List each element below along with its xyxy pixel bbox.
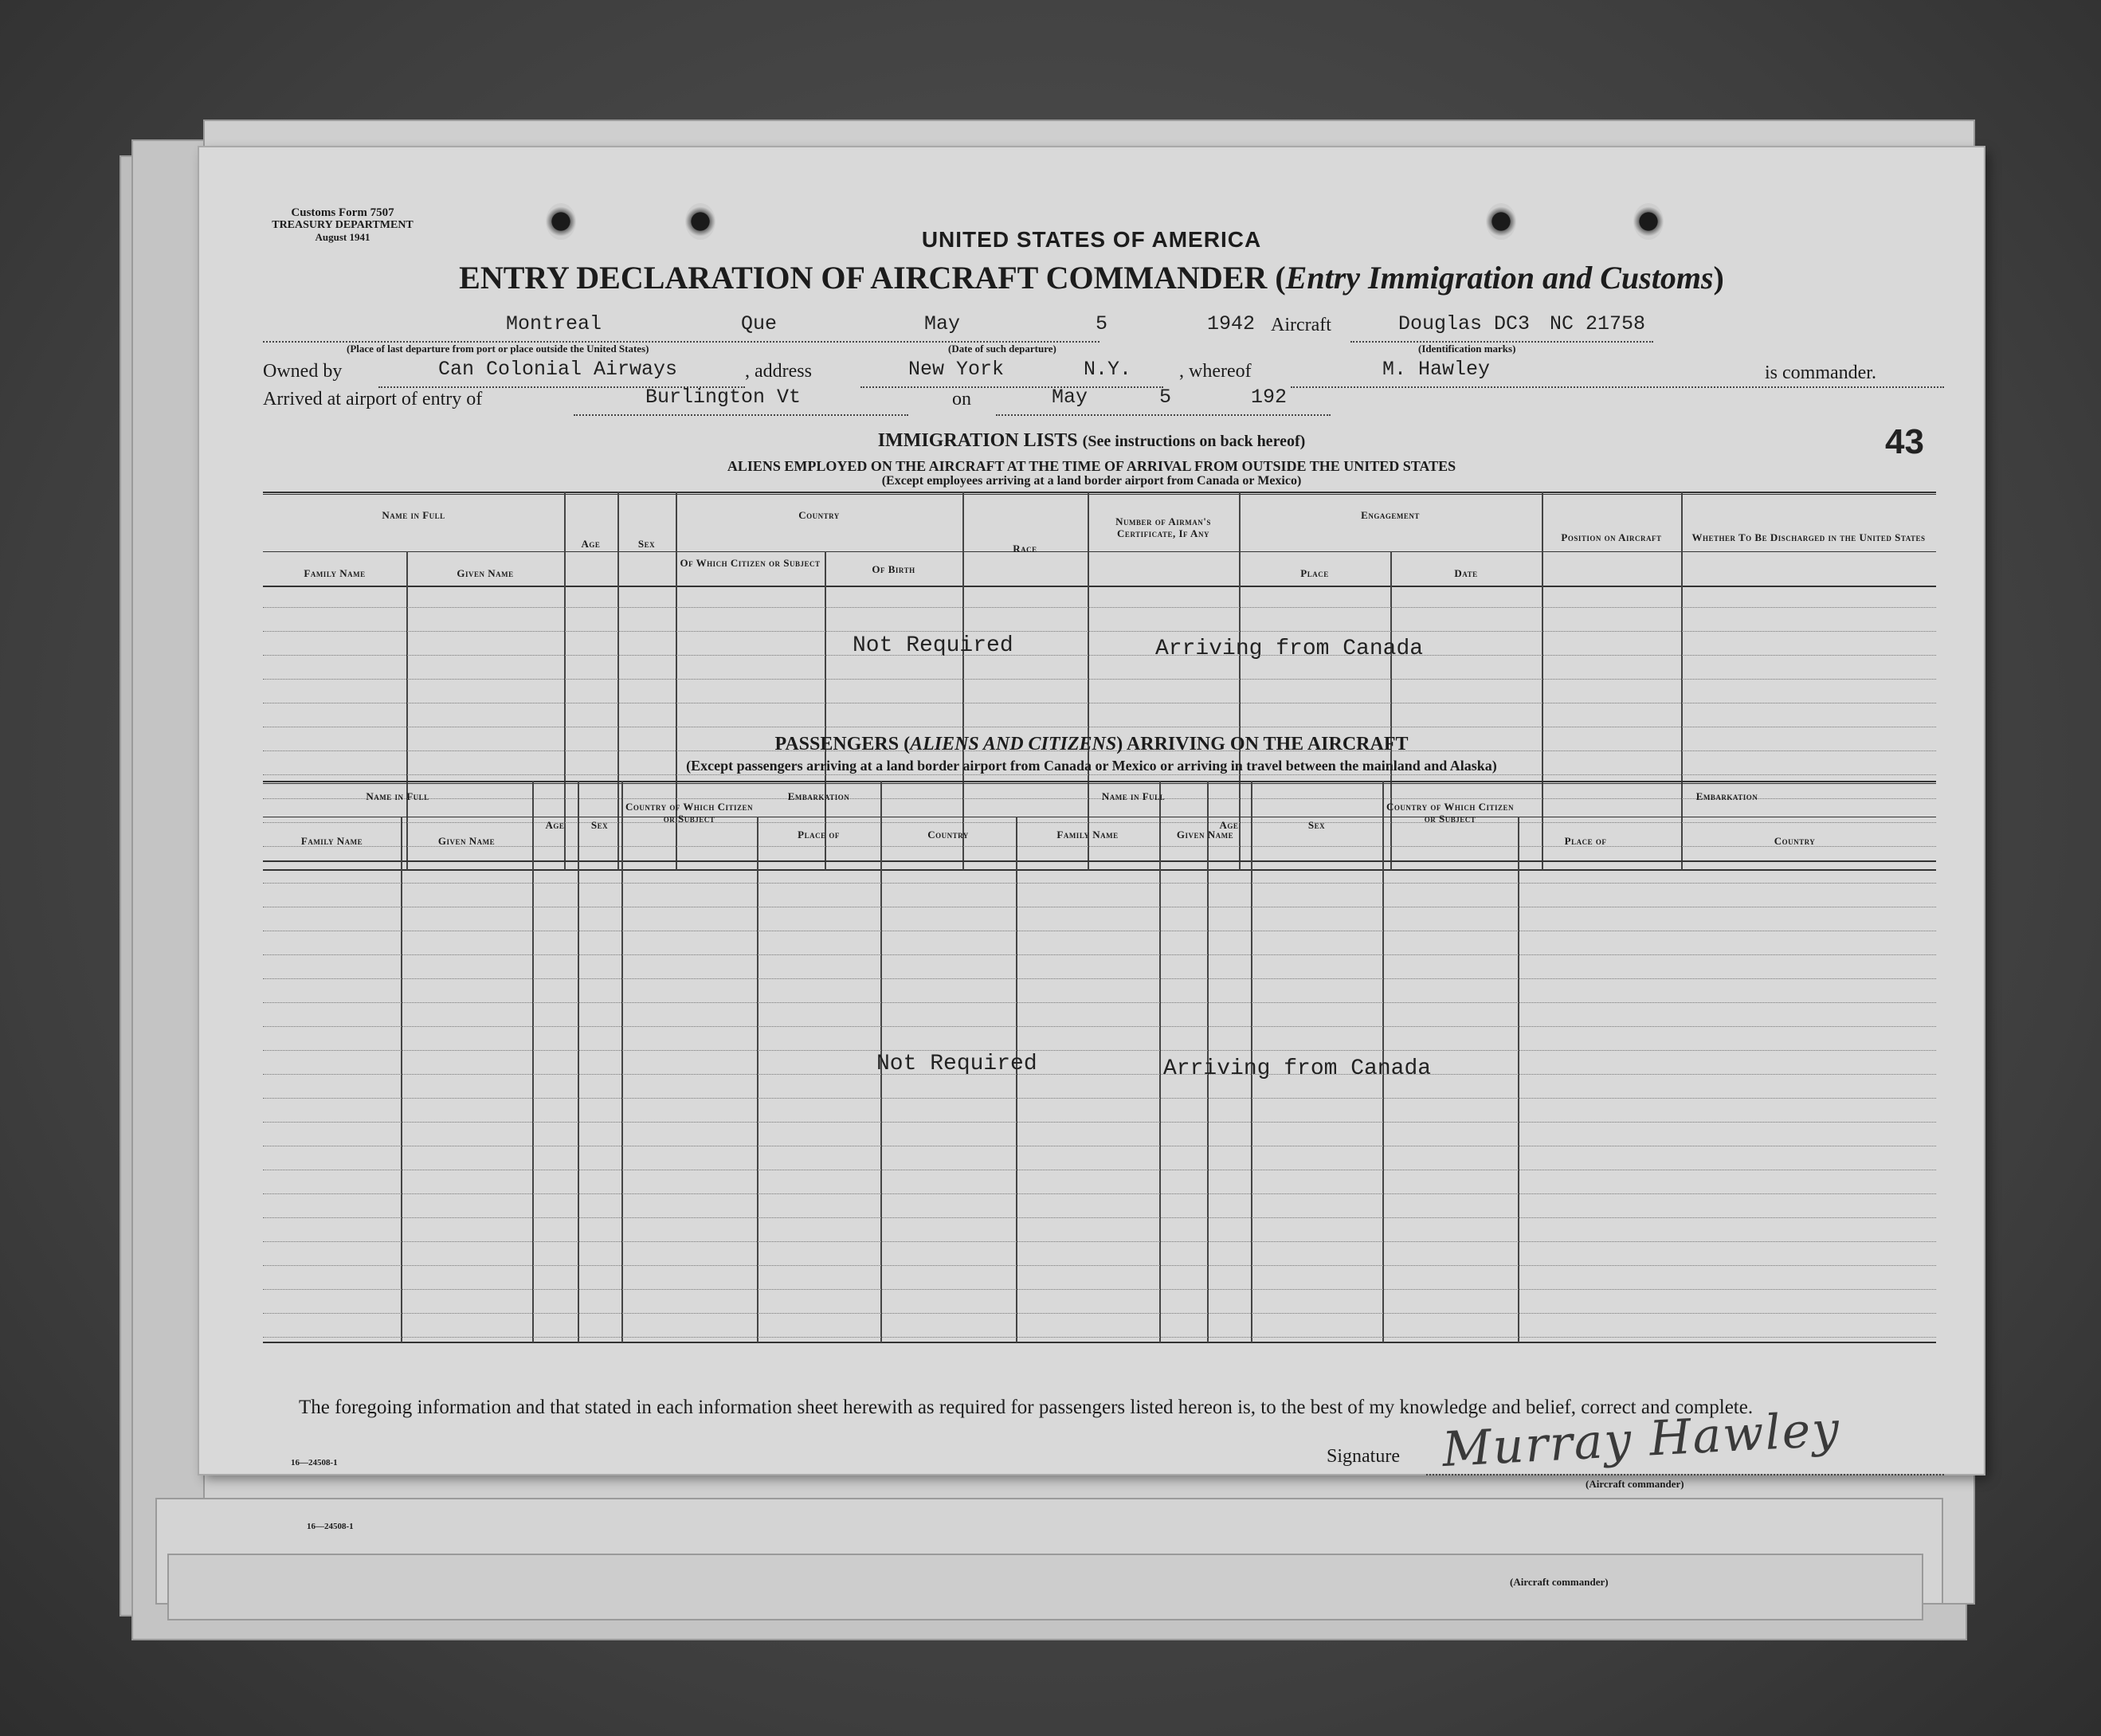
aircraft-type: Douglas DC3 [1398, 312, 1531, 335]
owner-state: N.Y. [1084, 358, 1132, 381]
p-col-country: Country [927, 829, 969, 841]
departure-month: May [924, 312, 961, 335]
underlying-sheet [167, 1554, 1923, 1620]
form-edition: August 1941 [315, 231, 370, 243]
department: TREASURY DEPARTMENT [272, 219, 414, 231]
passengers-subnote: (Except passengers arriving at a land border airport from Canada or Mexico or arriving in travel between the mainland and Alaska) [686, 758, 1497, 774]
departure-date-caption: (Date of such departure) [948, 343, 1056, 355]
col-given-name: Given Name [457, 567, 514, 579]
lower-caption: (Aircraft commander) [1510, 1576, 1609, 1588]
col-position: Position on Aircraft [1561, 531, 1662, 543]
aircraft-label: Aircraft [1271, 315, 1331, 335]
table-rule [263, 1002, 1936, 1003]
commander-signature: Murray Hawley [1441, 1401, 1842, 1479]
lower-print-code: 16—24508-1 [307, 1522, 354, 1531]
p2-col-name-in-full: Name in Full [1101, 790, 1166, 802]
departure-year: 1942 [1207, 312, 1256, 335]
immigration-title-note: (See instructions on back hereof) [1082, 433, 1306, 450]
col-name-in-full: Name in Full [382, 509, 445, 521]
arrival-airport: Burlington Vt [645, 386, 802, 409]
passengers-title-pre: PASSENGERS ( [774, 734, 911, 754]
whereof-label: , whereof [1179, 361, 1252, 382]
table-rule [263, 1265, 1936, 1266]
table-rule [263, 655, 1936, 656]
aircraft-caption: (Identification marks) [1418, 343, 1516, 355]
arrival-day: 5 [1159, 386, 1172, 409]
col-place: Place [1300, 567, 1329, 579]
p-col-sex: Sex [590, 819, 609, 831]
col-engagement: Engagement [1361, 509, 1420, 521]
table-rule [263, 1313, 1936, 1314]
owner-city: New York [908, 358, 1005, 381]
table-rule [263, 1337, 1936, 1338]
owner-name: Can Colonial Airways [438, 358, 678, 381]
immigration-subnote: (Except employees arriving at a land border airport from Canada or Mexico) [881, 474, 1302, 488]
p2-col-age: Age [1219, 819, 1239, 831]
is-commander-label: is commander. [1765, 362, 1876, 383]
table-rule [263, 1122, 1936, 1123]
p-col-place-of: Place of [798, 829, 840, 841]
passengers-title-italic: ALIENS AND CITIZENS [910, 734, 1117, 754]
departure-province: Que [741, 312, 778, 335]
p-col-family-name: Family Name [300, 835, 363, 847]
p-col-age: Age [545, 819, 565, 831]
table-rule [263, 1193, 1936, 1194]
immigration-subtitle: ALIENS EMPLOYED ON THE AIRCRAFT AT THE TIME OF ARRIVAL FROM OUTSIDE THE UNITED STATES [727, 458, 1456, 474]
page-number: 43 [1885, 422, 1924, 461]
table-rule [263, 1026, 1936, 1027]
print-code: 16—24508-1 [291, 1458, 338, 1468]
signature-label: Signature [1327, 1446, 1400, 1467]
passengers-not-required-stamp: Not Required [876, 1052, 1037, 1076]
arrival-month: May [1052, 386, 1088, 409]
p2-col-country-citizen: Country of Which Citizen or Subject [1386, 801, 1514, 825]
aircraft-registration: NC 21758 [1550, 312, 1646, 335]
p2-col-country: Country [1774, 835, 1816, 847]
page-title [199, 259, 1984, 296]
table-rule [263, 607, 1936, 608]
p-col-given-name: Given Name [437, 835, 496, 847]
p2-col-embarkation: Embarkation [1695, 790, 1758, 802]
departure-day: 5 [1096, 312, 1108, 335]
table-rule [263, 679, 1936, 680]
col-race: Race [1013, 543, 1037, 555]
col-age: Age [581, 538, 601, 550]
commander-name: M. Hawley [1382, 358, 1491, 381]
table-rule [263, 1217, 1936, 1218]
departure-place-caption: (Place of last departure from port or place outside the United States) [347, 343, 649, 355]
passengers-title-post: ) ARRIVING ON THE AIRCRAFT [1116, 734, 1409, 754]
declaration-text: The foregoing information and that stated in each information sheet herewith as required for passengers listed hereon is, to the best of my knowledge and belief, correct and complete. [299, 1397, 1754, 1418]
table-rule [263, 631, 1936, 632]
form-number: Customs Form 7507 [291, 206, 394, 219]
p2-col-family-name: Family Name [1056, 829, 1119, 841]
departure-place: Montreal [506, 312, 602, 335]
title-plain: ENTRY DECLARATION OF AIRCRAFT COMMANDER ( [459, 260, 1286, 296]
col-country: Country [798, 509, 840, 521]
title-close: ) [1713, 260, 1724, 296]
country-title: UNITED STATES OF AMERICA [921, 227, 1262, 252]
arrival-on-label: on [952, 389, 971, 410]
p2-col-sex: Sex [1307, 819, 1326, 831]
table-rule [263, 1289, 1936, 1290]
p2-col-given-name: Given Name [1176, 829, 1234, 841]
passengers-title [199, 734, 1984, 755]
table-rule [263, 1241, 1936, 1242]
p2-col-place-of: Place of [1564, 835, 1607, 847]
p-col-country-citizen: Country of Which Citizen or Subject [625, 801, 753, 825]
col-sex: Sex [637, 538, 656, 550]
signature-caption: (Aircraft commander) [1586, 1478, 1684, 1490]
departure-line [263, 319, 1099, 343]
entry-declaration-form [199, 147, 1984, 1490]
table-rule [263, 883, 1936, 884]
table-rule [263, 1074, 1936, 1075]
table-rule [263, 1098, 1936, 1099]
p-col-embarkation: Embarkation [787, 790, 850, 802]
arrival-label: Arrived at airport of entry of [263, 389, 483, 410]
immigration-title-text: IMMIGRATION LISTS [877, 430, 1078, 451]
table-rule [263, 774, 1936, 775]
col-citizen-of: Of Which Citizen or Subject [680, 557, 821, 569]
col-of-birth: Of Birth [872, 563, 915, 575]
col-family-name: Family Name [304, 567, 366, 579]
aliens-not-required-stamp: Not Required [853, 633, 1013, 658]
passengers-arriving-canada-stamp: Arriving from Canada [1163, 1056, 1432, 1081]
title-italic: Entry Immigration and Customs [1285, 260, 1714, 296]
p-col-name-in-full: Name in Full [366, 790, 429, 802]
col-date: Date [1454, 567, 1478, 579]
aliens-arriving-canada-stamp: Arriving from Canada [1155, 637, 1424, 661]
col-certificate: Number of Airman's Certificate, If Any [1115, 515, 1211, 539]
col-discharged: Whether To Be Discharged in the United States [1691, 531, 1926, 543]
owned-by-label: Owned by [263, 361, 343, 382]
immigration-title [199, 430, 1984, 452]
address-label: , address [745, 361, 812, 382]
arrival-year: 192 [1251, 386, 1288, 409]
table-rule [263, 1050, 1936, 1051]
table-rule [263, 978, 1936, 979]
passengers-table [263, 781, 1936, 1342]
table-rule [263, 954, 1936, 955]
